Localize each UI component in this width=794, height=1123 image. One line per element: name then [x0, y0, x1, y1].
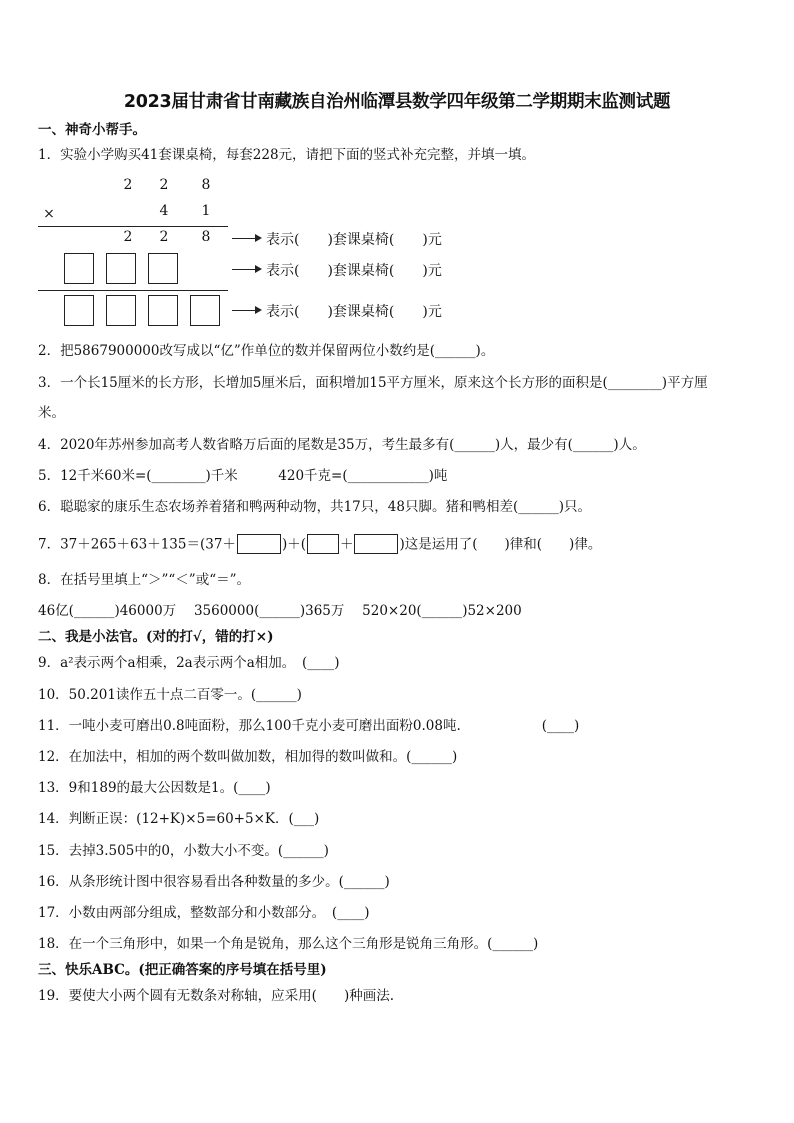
question-6: 6．聪聪家的康乐生态农场养着猪和鸭两种动物，共17只，48只脚。猪和鸭相差(______)只。 [38, 499, 591, 515]
question-13: 13．9和189的最大公因数是1。(____) [38, 780, 271, 796]
calc-annotation: 表示( )套课桌椅( )元 [266, 304, 442, 320]
answer-box[interactable] [106, 295, 136, 326]
calc-digit: 2 [123, 229, 133, 245]
question-16: 16．从条形统计图中很容易看出各种数量的多少。(______) [38, 874, 390, 890]
calc-rule [38, 226, 228, 227]
arrow-icon [232, 269, 260, 270]
calc-annotation: 表示( )套课桌椅( )元 [266, 263, 442, 279]
question-17: 17．小数由两部分组成，整数部分和小数部分。 (____) [38, 905, 370, 921]
calc-annotation: 表示( )套课桌椅( )元 [266, 232, 442, 248]
question-3-cont: 米。 [38, 405, 65, 421]
section-heading-1: 一、神奇小帮手。 [38, 122, 146, 138]
answer-box[interactable] [148, 295, 178, 326]
question-4: 4．2020年苏州参加高考人数省略万后面的尾数是35万，考生最多有(______)人，最少有(______)人。 [38, 437, 646, 453]
question-1: 1．实验小学购买41套课桌椅，每套228元，请把下面的竖式补充完整，并填一填。 [38, 147, 536, 163]
calc-digit: 2 [159, 177, 169, 193]
calc-digit: 8 [201, 177, 211, 193]
question-3: 3．一个长15厘米的长方形，长增加5厘米后，面积增加15平方厘米，原来这个长方形的面积是(________)平方厘 [38, 375, 708, 391]
section-heading-2: 二、我是小法官。(对的打√，错的打×) [38, 629, 274, 645]
answer-box[interactable] [148, 253, 178, 284]
question-11: 11．一吨小麦可磨出0.8吨面粉，那么100千克小麦可磨出面粉0.08吨. (____) [38, 718, 580, 734]
answer-box[interactable] [354, 534, 398, 554]
question-8-items: 46亿(______)46000万 3560000(______)365万 520×20(______)52×200 [38, 603, 522, 619]
question-10: 10．50.201读作五十点二百零一。(______) [38, 687, 302, 703]
calc-digit: 2 [123, 177, 133, 193]
answer-box[interactable] [190, 295, 220, 326]
question-19: 19．要使大小两个圆有无数条对称轴，应采用( )种画法. [38, 988, 395, 1004]
calc-digit: 4 [159, 203, 169, 219]
section-heading-3: 三、快乐ABC。(把正确答案的序号填在括号里) [38, 962, 327, 978]
answer-box[interactable] [64, 253, 94, 284]
calc-digit: 8 [201, 229, 211, 245]
answer-box[interactable] [237, 534, 281, 554]
answer-box[interactable] [106, 253, 136, 284]
q7-text: ＋ [339, 536, 354, 553]
question-2: 2．把5867900000改写成以“亿”作单位的数并保留两位小数约是(______)。 [38, 343, 495, 359]
question-12: 12．在加法中，相加的两个数叫做加数，相加得的数叫做和。(______) [38, 749, 458, 765]
answer-box[interactable] [64, 295, 94, 326]
page-title: 2023届甘肃省甘南藏族自治州临潭县数学四年级第二学期期末监测试题 [123, 92, 671, 112]
question-15: 15．去掉3.505中的0，小数大小不变。(______) [38, 843, 329, 859]
q7-text: )这是运用了( )律和( )律。 [399, 536, 602, 553]
calc-digit: 1 [201, 203, 211, 219]
question-5: 5．12千米60米=(________)千米 420千克=(____________)吨 [38, 468, 448, 484]
arrow-icon [232, 310, 260, 311]
answer-box[interactable] [307, 534, 339, 554]
q7-text: 7．37＋265＋63＋135＝(37＋ [38, 536, 236, 553]
calc-rule [38, 290, 228, 291]
arrow-icon [232, 238, 260, 239]
question-14: 14．判断正误：(12+K)×5=60+5×K．(___) [38, 811, 320, 827]
q7-text: )＋( [281, 536, 306, 553]
times-sign: × [43, 206, 55, 222]
question-8: 8．在括号里填上“＞”“＜”或“＝”。 [38, 572, 250, 588]
question-18: 18．在一个三角形中，如果一个角是锐角，那么这个三角形是锐角三角形。(______) [38, 936, 539, 952]
calc-digit: 2 [159, 229, 169, 245]
question-9: 9．a²表示两个a相乘，2a表示两个a相加。 (____) [38, 655, 340, 671]
question-7 [38, 535, 601, 555]
